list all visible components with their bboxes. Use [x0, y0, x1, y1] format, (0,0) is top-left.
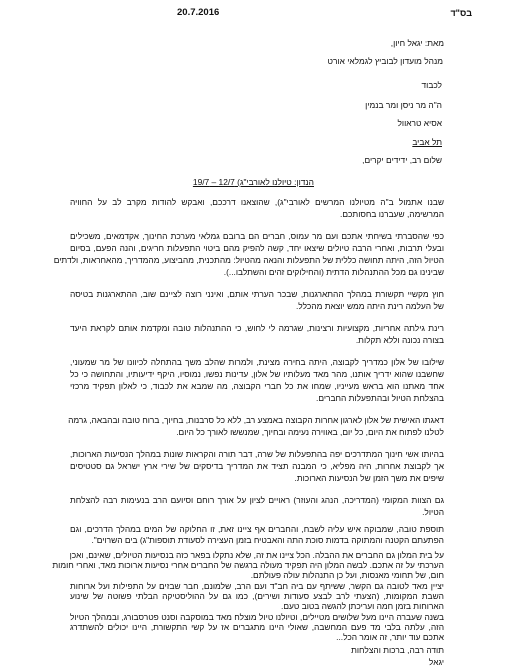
body-line: דאגתו האישית של אלון לארגון אחרות הקבוצה באמצע רב, ללא כל סרבנות, בחיוך, ברוח טובה ובהבאה, גרמה [68, 415, 444, 425]
body-line: הפתעתם הקטנה והמתוקה בדמות סוכת התה והאבטיח בזמן העצירה לסעודת תוספות"ג) בים השרוים". [91, 535, 444, 545]
recipient-org: אסיא טראוול [397, 118, 442, 128]
body-line: השבת המקומות, (הצעתי לרב לבצע סעודות ושירים), כמו גם על ההוליסטיקה הבלתי פשוטה של שינוע [70, 591, 444, 601]
body-line: תוספת טובה, שמבוקה איש עליה לשבח, והחברים אף ציינו זאת, זו החלוקה של המים במהלך הדרכים, וגם [70, 524, 444, 534]
signature: יגאל [428, 657, 444, 667]
besd-header: בס"ד [450, 8, 472, 18]
body-line: אחד מאתנו הוא בראש מעייניו, שמחו את כל חברי הקבוצה, מה שמבא את לכבוד, כי לאלון תפקיד מרכזי [70, 381, 444, 391]
body-line: הארוחות בזמן חמה ועריכתן להגשה בטוב טעם. [281, 601, 444, 611]
body-line: של העלמה רינת היתה ממש יוצאת מהכלל. [295, 301, 444, 311]
body-line: הטיול. [422, 507, 444, 517]
body-line: אך לקבוצת אחרות, היה מפליא, כי המבנה תציד את המדריך בדיסקים של שירי ארץ ישראל גם סטטיסים [70, 461, 444, 471]
body-line: בהיותו אשי חינוך המתדרכים יפה בהתפעלות של שרה, דבר תורה והקראות שונות במהלך הנסיעות הארוכות, [70, 449, 444, 459]
subject-line: הנדון: טיולנו לאורבי"ג) 12/7 – 19/7 [192, 177, 314, 187]
body-line: חוץ מקשיי תקשורת במהלך ההתארגנות, שבכר הערתי אותם, ואינני רוצה לציינם שוב, ההתארגנות בטיסה [70, 289, 444, 299]
body-line: גם הצוות המקומי (המדריכה, הנהג והעוזר) ראויים לציון על אורך רוחם וסיועם הרב בנעימות רבה להצלחת [70, 495, 444, 505]
body-line: על בית המלון גם החברים את ההבלה. הכל ציינו את זה, שלא נתקלו בפאר כזה בנסיעות הטיולים, שאינם, ואכן [69, 550, 444, 560]
body-line: שחשבנו שהוא ידריך אותנו, מהר מאד מעלותיו של אלון, עדינות נפשו, נמוסיו, היקף ידיעותיו, והתחושה כי כל [70, 369, 444, 379]
sender-line: מאת: יגאל חיון, [390, 38, 444, 48]
sender-role: מנהל מועדון לבוביץ לגמלאי אורט [327, 56, 443, 66]
body-line: בהצלחת הטיול ובהתפעלות החברים. [316, 393, 444, 403]
body-line: הזה, עלתה בלבי מד פעם המחשבה, שאולי היינו מתגברים אז על קשי התקשורת, היינו יכולים להשתדרג [70, 622, 444, 632]
body-line: המרשימה, שעברנו בחסותכם. [340, 209, 444, 219]
body-line: שבנו אתמול ב"ה מטיולנו המרשים לאורבי"ג), שהוצאנו דרככם, ואבקש להודות מקרב לב על החוויה [70, 197, 444, 207]
body-line: הערכתי על זה אתכם. לבשה המלון היה תפקיד מעולה ברגשה של החברים אחרי נסיעות ארוכות מאד, ואחרי חומות [52, 560, 444, 570]
body-line: ובעלי תרבות, ואחרי הרבה טיולים שיצאו יחד, קשה להפיק מהם ביטוי התפעלות חריגים, והנה הפעם, בסיום [70, 243, 444, 253]
body-line: שילובו של אלון כמדריך לקבוצה, היתה בחירה מצינת, ולמרות שהלב משך בהתחלה לכיוונו של מר שמעוני, [70, 357, 444, 367]
recipient-names: ה"ה מר ניסן ומר בנמין [365, 100, 442, 110]
letter-date: 20.7.2016 [177, 7, 220, 18]
recipient-city: תל אביב [412, 137, 442, 147]
body-line: בשנה שעברה היינו מעל שלושים מטיילים, וטיולנו טיול מוצלח מאד במוסקבה וסנט פטרסבורג, ובמהלך הטיול [70, 612, 444, 622]
body-line: לטלנו לפתוח את היום, כל יום, באווירה נעימה ובחיוך, שמנששו לאורך כל היום. [176, 427, 444, 437]
body-line: שבינינו גם מכל ההתנהלות הדתית (והחילוקים זהים והשתלבו...). [223, 267, 444, 277]
body-line: כפי שהסברתי בשיחתי אתכם ועם מר עמוס, חברים הם ברובם גמלאי מערכת החינוך, אקדמאים, משכילים [70, 231, 444, 241]
greeting: שלום רב, ידידים יקרים, [362, 155, 442, 165]
body-line: אתכם עוד יותר, זה אומר הכל... [336, 632, 444, 642]
body-line: בצורה נכונה וללא תקלות. [355, 335, 444, 345]
to-label: לכבוד [421, 80, 442, 90]
body-line: יציין מאד לטובה גם הקשר, ששיתף עם ביה חב"ד ועם הרב, שלמונם, חבר שבזים על התפילות ועל ארוחות [70, 581, 444, 591]
body-line: שיפים את משך הזמן של הנסיעות הארוכות. [294, 473, 444, 483]
body-line: הטיול הזה, היתה תחושה כללית של התפעלות והנאה מהטיול: מהתכנית, מהביצוע, מהמדריך, מהאחראות, ולדתים [53, 255, 444, 265]
body-line: רינת גילתה אחריות, מקצועיות ורצינות, שגרמה לי לחוש, כי ההתנהלות טובה ומקדמת אותם לקראת היעד [70, 323, 444, 333]
closing-thanks: תודה רבה, ברכות והצלחות [351, 645, 444, 655]
body-line: חום, של תחומי מאנסות, ועל כן התנהלות עולה פעולתם. [250, 570, 444, 580]
